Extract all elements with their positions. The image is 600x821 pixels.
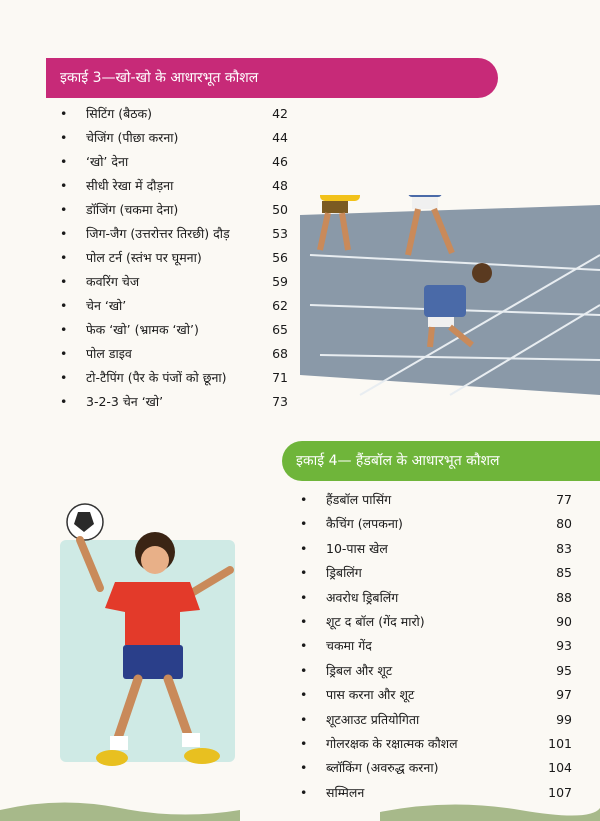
right-shoe bbox=[184, 748, 220, 764]
toc-item-page-number: 44 bbox=[272, 130, 288, 145]
toc-item-label: जिग-जैग (उत्तरोत्तर तिरछी) दौड़ bbox=[86, 226, 230, 241]
toc-item-page-number: 88 bbox=[556, 589, 572, 605]
toc-item bbox=[60, 126, 288, 150]
bullet-icon: • bbox=[60, 250, 68, 265]
unit3-heading-banner: इकाई 3—खो-खो के आधारभूत कौशल bbox=[46, 58, 498, 98]
toc-item-page-number: 107 bbox=[548, 784, 572, 800]
toc-item-label: सम्मिलन bbox=[326, 784, 365, 800]
bullet-icon: • bbox=[60, 202, 68, 217]
toc-item-label: ड्रिबलिंग bbox=[326, 565, 362, 581]
blue-shorts bbox=[123, 645, 183, 679]
toc-item-label: टो-टैपिंग (पैर के पंजों को छूना) bbox=[86, 370, 227, 385]
toc-item-page-number: 68 bbox=[272, 346, 288, 361]
toc-item-page-number: 56 bbox=[272, 250, 288, 265]
bullet-icon: • bbox=[300, 589, 308, 605]
toc-item bbox=[300, 610, 572, 634]
toc-item-label: कवरिंग चेज bbox=[86, 274, 140, 289]
toc-item-label: फेक ‘खो’ (भ्रामक ‘खो’) bbox=[86, 322, 199, 337]
toc-item-label: चकमा गेंद bbox=[326, 638, 372, 654]
toc-item bbox=[300, 537, 572, 561]
toc-item-label: हैंडबॉल पासिंग bbox=[326, 492, 392, 507]
toc-item-page-number: 93 bbox=[556, 638, 572, 654]
kho-kho-illustration bbox=[300, 195, 600, 405]
toc-item-label: चेजिंग (पीछा करना) bbox=[86, 130, 179, 145]
toc-item-page-number: 83 bbox=[556, 540, 572, 556]
toc-item-page-number: 101 bbox=[548, 735, 572, 751]
toc-item-page-number: 42 bbox=[272, 106, 288, 121]
toc-item-page-number: 90 bbox=[556, 613, 572, 629]
toc-item-page-number: 50 bbox=[272, 202, 288, 217]
toc-item-label: पोल टर्न (स्तंभ पर घूमना) bbox=[86, 250, 202, 265]
toc-item-page-number: 73 bbox=[272, 394, 288, 409]
toc-item-page-number: 77 bbox=[556, 492, 572, 507]
toc-item-label: अवरोध ड्रिबलिंग bbox=[326, 589, 399, 605]
toc-item-page-number: 97 bbox=[556, 687, 572, 703]
bullet-icon: • bbox=[60, 322, 68, 337]
toc-item-page-number: 65 bbox=[272, 322, 288, 337]
bullet-icon: • bbox=[300, 565, 308, 581]
toc-item-page-number: 95 bbox=[556, 662, 572, 678]
bullet-icon: • bbox=[300, 516, 308, 532]
toc-item-label: ब्लॉकिंग (अवरुद्ध करना) bbox=[326, 760, 439, 776]
toc-item-page-number: 80 bbox=[556, 516, 572, 532]
toc-item bbox=[60, 198, 288, 222]
toc-item-label: शूट द बॉल (गेंद मारो) bbox=[326, 613, 425, 629]
toc-item bbox=[60, 150, 288, 174]
toc-item bbox=[300, 732, 572, 756]
toc-item bbox=[60, 222, 288, 246]
bullet-icon: • bbox=[60, 154, 68, 169]
toc-item-label: सिटिंग (बैठक) bbox=[86, 106, 152, 121]
toc-item-label: 3-2-3 चेन ‘खो’ bbox=[86, 394, 164, 409]
toc-item-label: ‘खो’ देना bbox=[86, 154, 129, 169]
toc-item-page-number: 46 bbox=[272, 154, 288, 169]
bullet-icon: • bbox=[60, 298, 68, 313]
toc-item-label: सीधी रेखा में दौड़ना bbox=[86, 178, 174, 193]
bullet-icon: • bbox=[300, 492, 308, 507]
toc-item-page-number: 99 bbox=[556, 711, 572, 727]
bullet-icon: • bbox=[60, 106, 68, 121]
toc-item-page-number: 104 bbox=[548, 760, 572, 776]
toc-item bbox=[300, 634, 572, 658]
toc-item bbox=[300, 488, 572, 512]
toc-item-label: चेन ‘खो’ bbox=[86, 298, 127, 313]
toc-item-page-number: 48 bbox=[272, 178, 288, 193]
toc-item bbox=[60, 342, 288, 366]
toc-item bbox=[60, 390, 288, 414]
toc-item bbox=[300, 512, 572, 536]
toc-item bbox=[300, 683, 572, 707]
toc-item bbox=[300, 756, 572, 780]
bullet-icon: • bbox=[60, 274, 68, 289]
unit3-contents-list bbox=[60, 102, 288, 414]
toc-item bbox=[300, 561, 572, 585]
toc-item bbox=[300, 659, 572, 683]
red-jersey bbox=[105, 582, 200, 645]
bullet-icon: • bbox=[300, 613, 308, 629]
bullet-icon: • bbox=[60, 178, 68, 193]
bullet-icon: • bbox=[60, 346, 68, 361]
toc-item-page-number: 85 bbox=[556, 565, 572, 581]
handball-icon bbox=[67, 504, 103, 540]
bullet-icon: • bbox=[300, 760, 308, 776]
toc-item-page-number: 71 bbox=[272, 370, 288, 385]
bullet-icon: • bbox=[60, 394, 68, 409]
toc-item-label: कैचिंग (लपकना) bbox=[326, 516, 403, 532]
unit4-contents-list bbox=[300, 488, 572, 805]
bullet-icon: • bbox=[60, 226, 68, 241]
toc-item bbox=[60, 102, 288, 126]
toc-item bbox=[60, 174, 288, 198]
toc-item-label: ड्रिबल और शूट bbox=[326, 662, 393, 678]
grass-decoration bbox=[0, 790, 600, 821]
bullet-icon: • bbox=[60, 130, 68, 145]
toc-item-label: डॉजिंग (चकमा देना) bbox=[86, 202, 179, 217]
bullet-icon: • bbox=[300, 638, 308, 654]
toc-item-page-number: 59 bbox=[272, 274, 288, 289]
toc-item bbox=[300, 708, 572, 732]
toc-item-label: शूटआउट प्रतियोगिता bbox=[326, 711, 420, 727]
toc-item-label: 10-पास खेल bbox=[326, 540, 388, 556]
toc-item-label: पोल डाइव bbox=[86, 346, 132, 361]
toc-item bbox=[300, 586, 572, 610]
bullet-icon: • bbox=[300, 735, 308, 751]
left-shoe bbox=[96, 750, 128, 766]
toc-item-label: पास करना और शूट bbox=[326, 687, 415, 703]
handball-player-illustration bbox=[60, 500, 260, 790]
bullet-icon: • bbox=[300, 540, 308, 556]
bullet-icon: • bbox=[60, 370, 68, 385]
toc-item bbox=[60, 318, 288, 342]
toc-item bbox=[60, 246, 288, 270]
bullet-icon: • bbox=[300, 784, 308, 800]
toc-item-page-number: 53 bbox=[272, 226, 288, 241]
bullet-icon: • bbox=[300, 662, 308, 678]
bullet-icon: • bbox=[300, 711, 308, 727]
unit4-heading-banner: इकाई 4— हैंडबॉल के आधारभूत कौशल bbox=[282, 441, 600, 481]
bullet-icon: • bbox=[300, 687, 308, 703]
toc-item bbox=[60, 270, 288, 294]
toc-item-page-number: 62 bbox=[272, 298, 288, 313]
toc-item bbox=[60, 294, 288, 318]
toc-item bbox=[60, 366, 288, 390]
toc-item-label: गोलरक्षक के रक्षात्मक कौशल bbox=[326, 735, 458, 751]
